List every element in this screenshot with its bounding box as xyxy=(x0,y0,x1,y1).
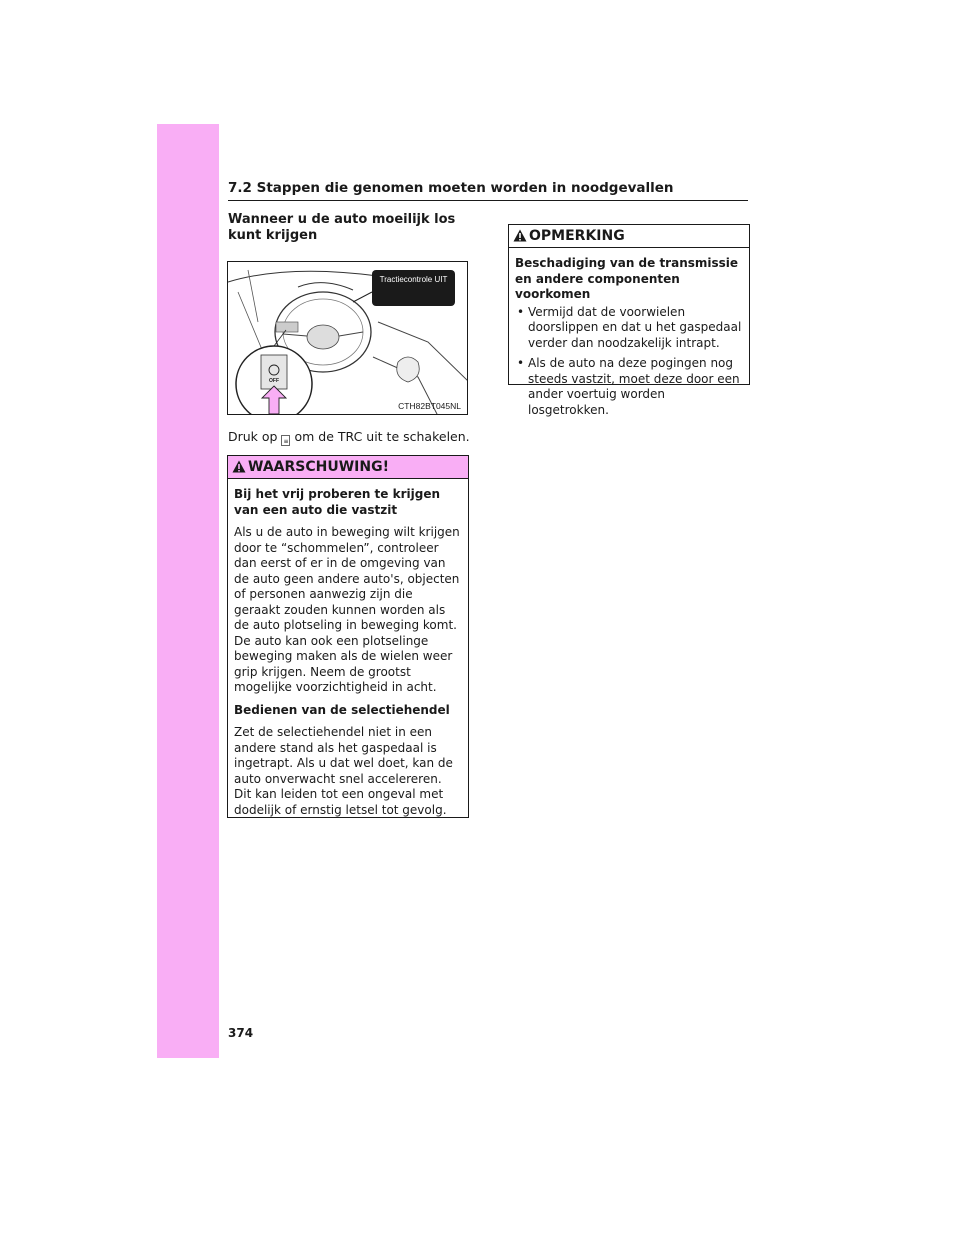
warning-paragraph-1: Als u de auto in beweging wilt krijgen door te “schommelen”, controleer dan eerst of er in de omgeving van de auto geen andere auto's, objecten of personen aanwezig zijn die geraakt zouden kunnen worden als de auto plotseling in beweging komt. De auto kan ook een plotselinge beweging maken als de wielen weer grip krijgen. Neem de grootst mogelijke voorzichtigheid in acht. xyxy=(234,525,460,694)
warning-title: WAARSCHUWING! xyxy=(248,459,389,475)
instruction-text xyxy=(228,429,470,446)
callout-label: Tractiecontrole UIT xyxy=(379,275,448,284)
warning-body xyxy=(228,479,468,818)
warning-heading-2: Bedienen van de selectiehendel xyxy=(234,702,450,717)
section-heading: Wanneer u de auto moeilijk los kunt krijgen xyxy=(228,212,456,243)
trc-off-switch-icon: ≡ xyxy=(281,435,290,446)
instruction-after: om de TRC uit te schakelen. xyxy=(294,429,470,444)
figure-code: CTH82BT045NL xyxy=(398,401,461,411)
warning-triangle-icon xyxy=(513,227,527,249)
warning-heading-1: Bij het vrij proberen te krijgen van een auto die vastzit xyxy=(234,487,440,517)
section-header: 7.2 Stappen die genomen moeten worden in noodgevallen xyxy=(228,180,748,201)
note-title: OPMERKING xyxy=(529,228,625,244)
page-number: 374 xyxy=(228,1026,254,1040)
warning-box xyxy=(227,455,469,818)
note-body xyxy=(509,248,749,418)
instruction-before: Druk op xyxy=(228,429,278,444)
list-item: • Als de auto na deze pogingen nog steeds vastzit, moet deze door een ander voertuig worden losgetrokken. xyxy=(515,356,743,418)
warning-triangle-icon xyxy=(232,458,246,480)
note-heading: Beschadiging van de transmissie en andere componenten voorkomen xyxy=(515,256,739,301)
dashboard-illustration xyxy=(227,261,468,415)
note-header xyxy=(509,225,749,248)
warning-header xyxy=(228,456,468,479)
note-bullet-list xyxy=(515,305,743,419)
note-box xyxy=(508,224,750,417)
chapter-side-band xyxy=(157,124,219,1058)
switch-off-label: OFF xyxy=(269,378,279,384)
warning-paragraph-2: Zet de selectiehendel niet in een andere stand als het gaspedaal is ingetrapt. Als u dat wel doet, kan de auto onverwacht snel accelereren. Dit kan leiden tot een ongeval met dodelijk of ernstig letsel tot gevolg. xyxy=(234,725,453,817)
list-item: • Vermijd dat de voorwielen doorslippen en dat u het gaspedaal verder dan noodzakelijk intrapt. xyxy=(515,305,743,352)
